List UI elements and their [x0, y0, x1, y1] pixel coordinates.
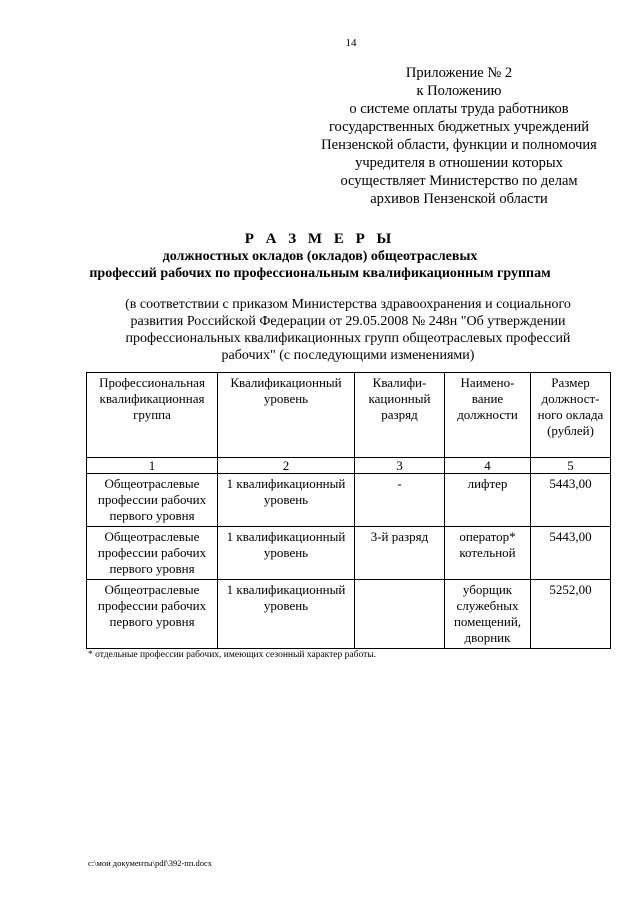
basis-line: рабочих" (с последующими изменениями) [221, 348, 475, 363]
basis-line: профессиональных квалификационных групп общеотраслевых профессий [125, 331, 571, 346]
header-cell: Квалификационный уровень [218, 373, 355, 458]
appendix-line: Приложение № 2 [405, 65, 513, 81]
table-cell: 3-й разряд [355, 527, 445, 580]
column-number: 3 [355, 458, 445, 474]
table-cell: Общеотраслевые профессии рабочих первого уровня [87, 527, 218, 580]
salary-table [86, 372, 611, 649]
table-cell: 5443,00 [531, 527, 611, 580]
header-cell: Размер должност-ного оклада (рублей) [531, 373, 611, 458]
footnote: * отдельные профессии рабочих, имеющих сезонный характер работы. [88, 650, 376, 660]
table-cell [355, 580, 445, 649]
table-cell: 1 квалификационный уровень [218, 580, 355, 649]
legal-basis [88, 296, 608, 364]
table-row [87, 527, 611, 580]
title-line: профессий рабочих по профессиональным квалификационным группам [89, 266, 551, 281]
basis-line: (в соответствии с приказом Министерства здравоохранения и социального [125, 297, 571, 312]
table-cell: 5252,00 [531, 580, 611, 649]
title-line: должностных окладов (окладов) общеотраслевых [162, 249, 478, 264]
appendix-block [300, 64, 618, 208]
table-row [87, 580, 611, 649]
header-cell: Наимено-вание должности [445, 373, 531, 458]
table-cell: 1 квалификационный уровень [218, 474, 355, 527]
column-number: 5 [531, 458, 611, 474]
table-cell: лифтер [445, 474, 531, 527]
file-path: c:\мои документы\pdf\392-пп.docx [88, 858, 213, 868]
table-cell: 1 квалификационный уровень [218, 527, 355, 580]
table-cell: оператор* котельной [445, 527, 531, 580]
appendix-line: о системе оплаты труда работников [349, 101, 569, 117]
appendix-line: к Положению [416, 83, 502, 99]
document-title [60, 230, 580, 282]
table-cell: - [355, 474, 445, 527]
table-cell: Общеотраслевые профессии рабочих первого уровня [87, 580, 218, 649]
column-number: 4 [445, 458, 531, 474]
appendix-line: Пензенской области, функции и полномочия [321, 137, 597, 153]
table-cell: уборщик служебных помещений, дворник [445, 580, 531, 649]
header-cell: Квалифи-кационный разряд [355, 373, 445, 458]
basis-line: развития Российской Федерации от 29.05.2008 № 248н "Об утверждении [130, 314, 566, 329]
table-row [87, 474, 611, 527]
column-number: 2 [218, 458, 355, 474]
column-number: 1 [87, 458, 218, 474]
appendix-line: государственных бюджетных учреждений [328, 119, 590, 135]
table-cell: 5443,00 [531, 474, 611, 527]
column-number-row [87, 458, 611, 474]
table-cell: Общеотраслевые профессии рабочих первого уровня [87, 474, 218, 527]
appendix-line: архивов Пензенской области [370, 191, 548, 207]
table-header-row [87, 373, 611, 458]
page-number: 14 [345, 37, 357, 49]
header-cell: Профессиональная квалификационная группа [87, 373, 218, 458]
appendix-line: осуществляет Министерство по делам [340, 173, 578, 189]
title-main: Р А З М Е Р Ы [244, 231, 396, 247]
appendix-line: учредителя в отношении которых [355, 155, 563, 171]
